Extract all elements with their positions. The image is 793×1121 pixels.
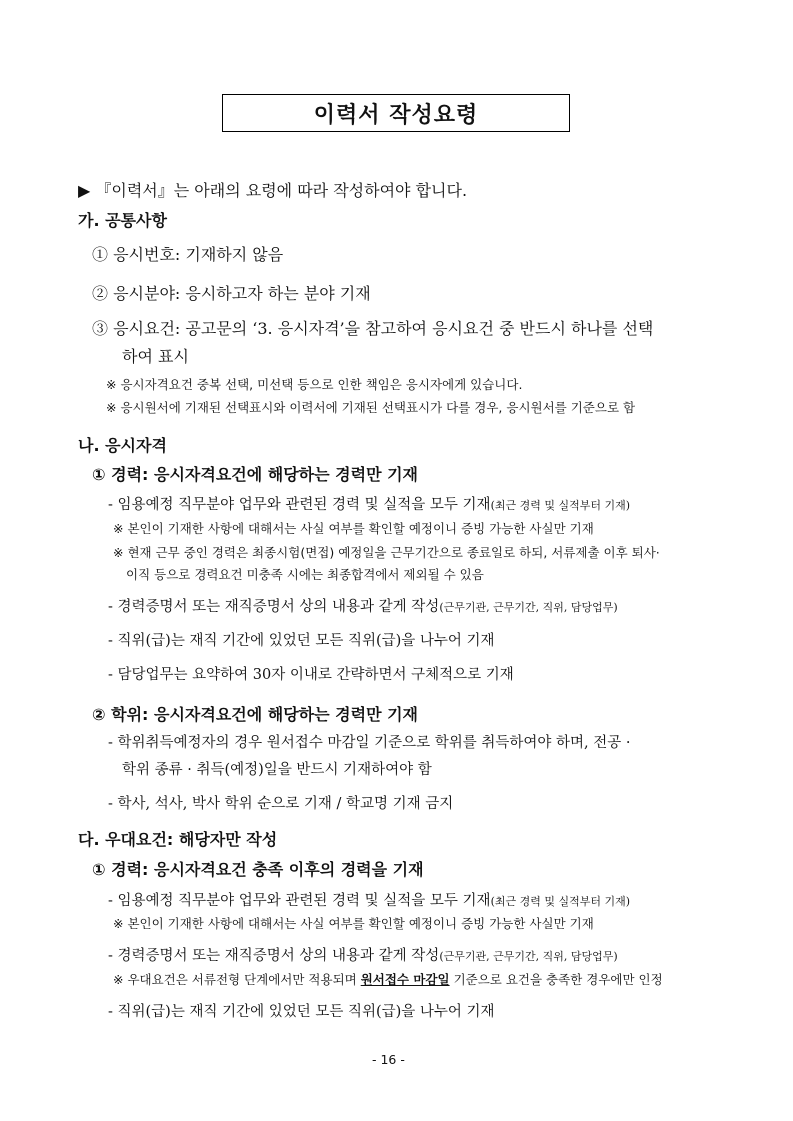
qualification-bullet-4: - 담당업무는 요약하여 30자 이내로 간략하면서 구체적으로 기재 (108, 667, 514, 683)
qualification-bullet-1 (108, 493, 630, 514)
preference-note-2-post: 기준으로 요건을 충족한 경우에만 인정 (449, 972, 663, 987)
qualification-bullet-1-paren: (최근 경력 및 실적부터 기재) (490, 499, 631, 512)
qualification-note-1: ※ 본인이 기재한 사항에 대해서는 사실 여부를 확인할 예정이니 증빙 가능한 사실만 기재 (113, 521, 594, 536)
preference-bullet-3: - 직위(급)는 재직 기간에 있었던 모든 직위(급)을 나누어 기재 (108, 1004, 495, 1020)
section-heading-preference: 다. 우대요건: 해당자만 작성 (78, 830, 278, 849)
preference-bullet-1-paren: (최근 경력 및 실적부터 기재) (490, 895, 631, 908)
common-item-exam-number: ① 응시번호: 기재하지 않음 (92, 245, 284, 264)
common-note-1: ※ 응시자격요건 중복 선택, 미선택 등으로 인한 책임은 응시자에게 있습니다. (106, 377, 523, 392)
section-heading-qualification: 나. 응시자격 (78, 436, 167, 455)
qualification-bullet-5-line2: 학위 종류 · 취득(예정)일을 반드시 기재하여야 함 (122, 762, 432, 778)
common-item-requirement-line1: ③ 응시요건: 공고문의 ‘3. 응시자격’을 참고하여 응시요건 중 반드시 하나를 선택 (92, 319, 654, 338)
qualification-note-2-line1: ※ 현재 근무 중인 경력은 최종시험(면접) 예정일을 근무기간으로 종료일로 하되, 서류제출 이후 퇴사· (113, 545, 660, 560)
qualification-bullet-2 (108, 595, 618, 616)
document-title: 이력서 작성요령 (222, 94, 570, 132)
qualification-item-career: ① 경력: 응시자격요건에 해당하는 경력만 기재 (92, 465, 419, 484)
preference-note-2-pre: ※ 우대요건은 서류전형 단계에서만 적용되며 (113, 972, 361, 987)
qualification-item-degree: ② 학위: 응시자격요건에 해당하는 경력만 기재 (92, 705, 419, 724)
qualification-bullet-5-line1: - 학위취득예정자의 경우 원서접수 마감일 기준으로 학위를 취득하여야 하며, 전공 · (108, 735, 631, 751)
qualification-bullet-2-main: - 경력증명서 또는 재직증명서 상의 내용과 같게 작성 (108, 599, 440, 615)
intro-text: ▶ 『이력서』는 아래의 요령에 따라 작성하여야 합니다. (78, 181, 468, 200)
qualification-bullet-3: - 직위(급)는 재직 기간에 있었던 모든 직위(급)을 나누어 기재 (108, 633, 495, 649)
common-item-field: ② 응시분야: 응시하고자 하는 분야 기재 (92, 284, 371, 303)
preference-item-career: ① 경력: 응시자격요건 충족 이후의 경력을 기재 (92, 860, 424, 879)
page-number: - 16 - (372, 1052, 405, 1067)
preference-bullet-2-paren: (근무기관, 근무기간, 직위, 담당업무) (439, 950, 618, 963)
common-note-2: ※ 응시원서에 기재된 선택표시와 이력서에 기재된 선택표시가 다를 경우, 응시원서를 기준으로 함 (106, 400, 636, 415)
preference-bullet-1 (108, 889, 630, 910)
qualification-bullet-6: - 학사, 석사, 박사 학위 순으로 기재 / 학교명 기재 금지 (108, 796, 454, 812)
preference-note-2-deadline: 원서접수 마감일 (360, 972, 450, 987)
preference-bullet-2 (108, 944, 618, 965)
qualification-note-2-line2: 이직 등으로 경력요건 미충족 시에는 최종합격에서 제외될 수 있음 (126, 567, 484, 582)
section-heading-common: 가. 공통사항 (78, 211, 167, 230)
qualification-bullet-2-paren: (근무기관, 근무기간, 직위, 담당업무) (439, 601, 618, 614)
preference-note-1: ※ 본인이 기재한 사항에 대해서는 사실 여부를 확인할 예정이니 증빙 가능한 사실만 기재 (113, 916, 594, 931)
preference-bullet-1-main: - 임용예정 직무분야 업무와 관련된 경력 및 실적을 모두 기재 (108, 893, 491, 909)
qualification-bullet-1-main: - 임용예정 직무분야 업무와 관련된 경력 및 실적을 모두 기재 (108, 497, 491, 513)
common-item-requirement-line2: 하여 표시 (122, 347, 189, 366)
preference-bullet-2-main: - 경력증명서 또는 재직증명서 상의 내용과 같게 작성 (108, 948, 440, 964)
preference-note-2 (113, 970, 663, 988)
